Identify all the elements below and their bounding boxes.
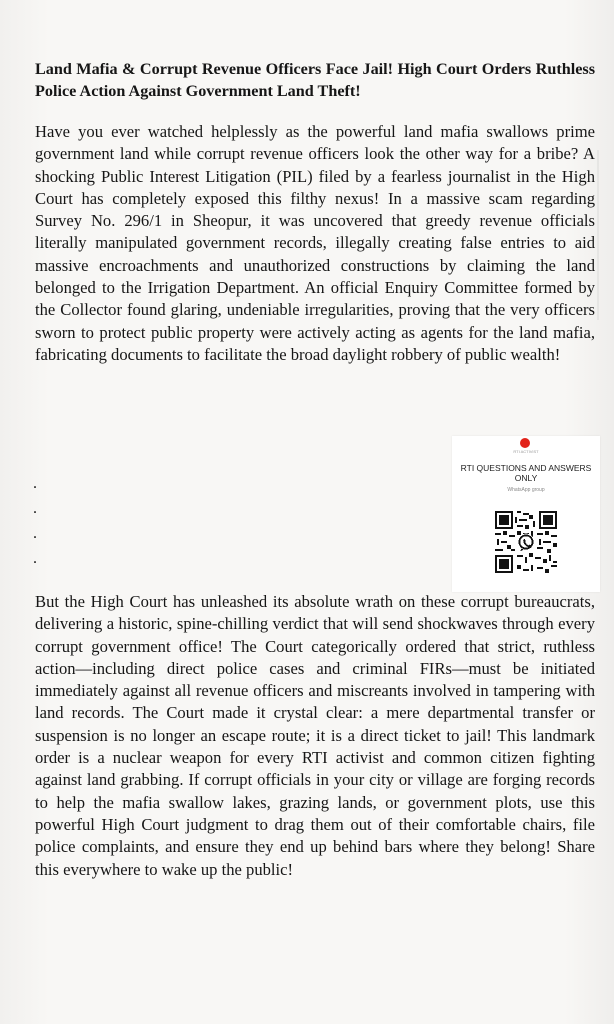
dot: . — [33, 500, 37, 517]
paragraph-two: But the High Court has unleashed its absolute wrath on these corrupt bureaucrats, delivering a historic, spine-chilling verdict that will send shockwaves through every corrupt government office! The Court categorically ordered that strict, ruthless action—including direct police cases and criminal FIRs—must be initiated immediately against all revenue officers and miscreants involved in tampering with land records. The Court made it crystal clear: a mere departmental transfer or suspension is no longer an escape route; it is a direct ticket to jail! This landmark order is a nuclear weapon for every RTI activist and common citizen fighting against land grabbing. If corrupt officials in your city or village are forging records to help the mafia swallow lakes, grazing lands, or government plots, use this powerful High Court judgment to drag them out of their comfortable chairs, file police complaints, and ensure they end up behind bars where they belong! Share this everywhere to wake up the public! — [35, 592, 595, 879]
dot: . — [33, 475, 37, 492]
qr-card[interactable] — [452, 436, 600, 592]
dot: . — [33, 550, 37, 567]
qr-card-title: RTI QUESTIONS AND ANSWERS ONLY — [460, 463, 592, 483]
logo-icon — [520, 438, 530, 448]
dot: . — [33, 525, 37, 542]
qr-code-icon[interactable] — [493, 509, 559, 575]
qr-card-subtitle: WhatsApp group — [507, 487, 545, 493]
logo-text: RTI ACTIVIST — [513, 449, 539, 454]
paragraph-one: Have you ever watched helplessly as the powerful land mafia swallows prime government land while corrupt revenue officers look the other way for a bribe? A shocking Public Interest Litigation (PIL) filed by a fearless journalist in the High Court has completely exposed this filthy nexus! In a massive scam regarding Survey No. 296/1 in Sheopur, it was uncovered that greedy revenue officials literally manipulated government records, illegally creating false entries to aid massive encroachments and unauthorized constructions by claiming the land belonged to the Irrigation Department. An official Enquiry Committee formed by the Collector found glaring, undeniable irregularities, proving that the very officers sworn to protect public property were actively acting as agents for the land mafia, fabricating documents to facilitate the broad daylight robbery of public wealth! — [35, 122, 595, 364]
headline: Land Mafia & Corrupt Revenue Officers Face Jail! High Court Orders Ruthless Police Action Against Government Land Theft! — [35, 60, 595, 100]
dot-separator — [33, 471, 53, 571]
